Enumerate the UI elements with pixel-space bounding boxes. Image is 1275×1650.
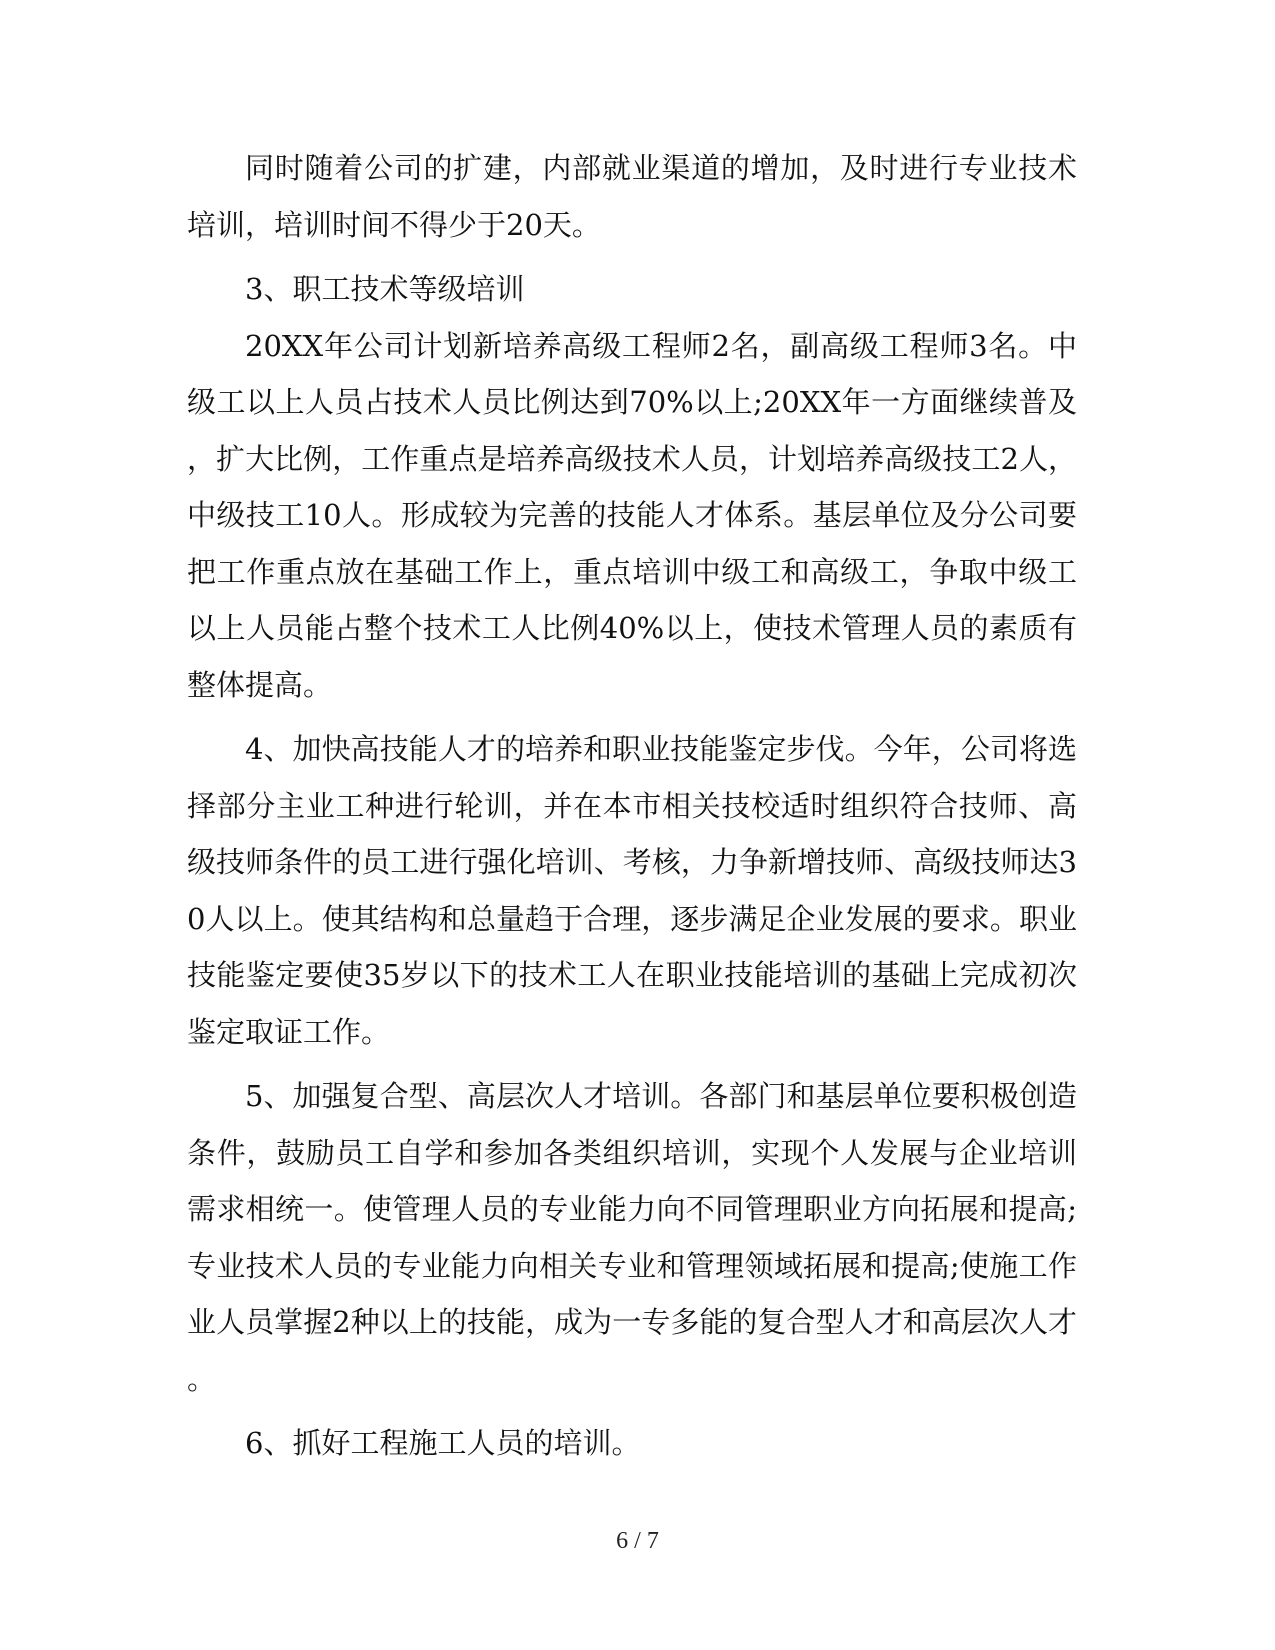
paragraph-section-3: 20XX年公司计划新培养高级工程师2名，副高级工程师3名。中级工以上人员占技术人员比例达到70%以上;20XX年一方面继续普及，扩大比例，工作重点是培养高级技术人员，计划培养高级技工2人，中级技工10人。形成较为完善的技能人才体系。基层单位及分公司要把工作重点放在基础工作上，重点培训中级工和高级工，争取中级工以上人员能占整个技术工人比例40%以上，使技术管理人员的素质有整体提高。 xyxy=(187,328,1077,702)
paragraph-intro: 同时随着公司的扩建，内部就业渠道的增加，及时进行专业技术培训，培训时间不得少于20天。 xyxy=(187,151,1077,242)
paragraph-section-4: 4、加快高技能人才的培养和职业技能鉴定步伐。今年，公司将选择部分主业工种进行轮训，并在本市相关技校适时组织符合技师、高级技师条件的员工进行强化培训、考核，力争新增技师、高级技师达30人以上。使其结构和总量趋于合理，逐步满足企业发展的要求。职业技能鉴定要使35岁以下的技术工人在职业技能培训的基础上完成初次鉴定取证工作。 xyxy=(187,732,1077,1049)
section-heading-3: 3、职工技术等级培训 xyxy=(245,272,525,306)
paragraph-section-5: 5、加强复合型、高层次人才培训。各部门和基层单位要积极创造条件，鼓励员工自学和参加各类组织培训，实现个人发展与企业培训需求相统一。使管理人员的专业能力向不同管理职业方向拓展和提高;专业技术人员的专业能力向相关专业和管理领域拓展和提高;使施工作业人员掌握2种以上的技能，成为一专多能的复合型人才和高层次人才。 xyxy=(187,1079,1077,1396)
page-number: 6 / 7 xyxy=(616,1528,659,1554)
document-body xyxy=(187,140,1077,1472)
section-heading-6: 6、抓好工程施工人员的培训。 xyxy=(245,1426,641,1460)
